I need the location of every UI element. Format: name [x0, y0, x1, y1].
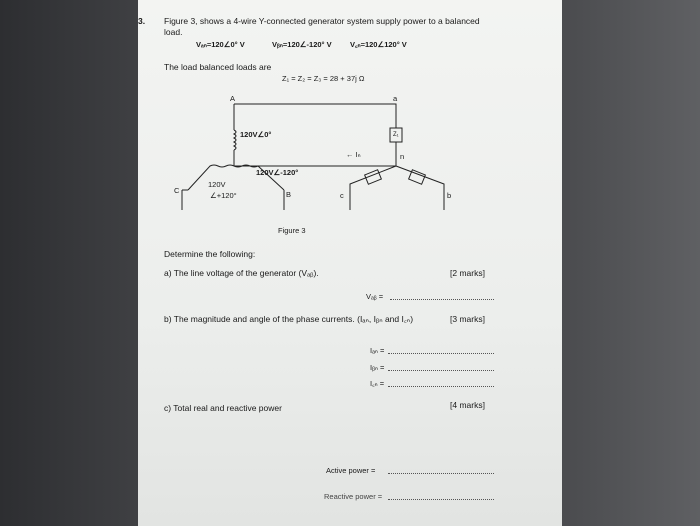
- intro-line-2: load.: [164, 27, 183, 37]
- node-B-label: B: [286, 190, 292, 199]
- node-c-label: c: [340, 191, 344, 200]
- voltage-bn: Vᵦₙ=120∠-120° V: [272, 40, 332, 49]
- source-1-label: 120V∠0°: [240, 130, 272, 139]
- part-b-answer-label-2: Iᵦₙ =: [370, 363, 385, 372]
- part-a-marks: [2 marks]: [450, 268, 485, 278]
- part-b-answer-line-2[interactable]: [388, 370, 494, 371]
- figure-caption: Figure 3: [278, 226, 306, 235]
- load-impedance-b: [409, 170, 426, 185]
- intro-line-1: Figure 3, shows a 4-wire Y-connected generator system supply power to a balanced: [164, 16, 480, 26]
- node-b-label: b: [447, 191, 452, 200]
- part-c-text: c) Total real and reactive power: [164, 403, 282, 413]
- part-b-text: b) The magnitude and angle of the phase currents. (Iₐₙ, Iᵦₙ and I꜀ₙ): [164, 314, 414, 324]
- impedance-text: Z₁ = Z₂ = Z₃ = 28 + 37j Ω: [282, 74, 365, 83]
- determine-heading: Determine the following:: [164, 249, 256, 259]
- background-left: [0, 0, 138, 526]
- part-a-answer-line[interactable]: [390, 299, 494, 300]
- neutral-current-label: ← Iₙ: [346, 150, 361, 159]
- voltage-cn: V꜀ₙ=120∠120° V: [350, 40, 407, 49]
- part-a-answer-label: Vₐᵦ =: [366, 292, 384, 301]
- part-c-answer-label-2: Reactive power =: [324, 492, 383, 501]
- part-c-answer-line-2[interactable]: [388, 499, 494, 500]
- part-b-marks: [3 marks]: [450, 314, 485, 324]
- part-a-text: a) The line voltage of the generator (Vₐᵦ).: [164, 268, 319, 278]
- source-2-label: 120V∠-120°: [256, 168, 299, 177]
- part-c-answer-label-1: Active power =: [326, 466, 376, 475]
- part-b-answer-line-1[interactable]: [388, 353, 494, 354]
- node-C-label: C: [174, 186, 180, 195]
- voltage-an: Vₐₙ=120∠0° V: [196, 40, 245, 49]
- load-a-label: Z₁: [393, 132, 399, 138]
- part-b-answer-label-1: Iₐₙ =: [370, 346, 385, 355]
- source-coil-1: [234, 130, 236, 150]
- worksheet-page: [138, 0, 562, 526]
- part-c-marks: [4 marks]: [450, 400, 485, 410]
- wire-load-c: [350, 166, 396, 196]
- background-right: [560, 0, 700, 526]
- part-b-answer-label-3: I꜀ₙ =: [370, 379, 385, 388]
- wire-line-a: [234, 104, 396, 128]
- source-3-label-1: 120V: [208, 180, 226, 189]
- part-c-answer-line-1[interactable]: [388, 473, 494, 474]
- circuit-diagram: [138, 0, 562, 526]
- load-text: The load balanced loads are: [164, 62, 272, 72]
- wire-load-b: [396, 166, 444, 196]
- question-number: 3.: [138, 16, 146, 26]
- part-b-answer-line-3[interactable]: [388, 386, 494, 387]
- node-a-label: a: [393, 94, 398, 103]
- source-3-label-2: ∠+120°: [210, 191, 237, 200]
- node-n-label: n: [400, 152, 405, 161]
- node-A-label: A: [230, 94, 236, 103]
